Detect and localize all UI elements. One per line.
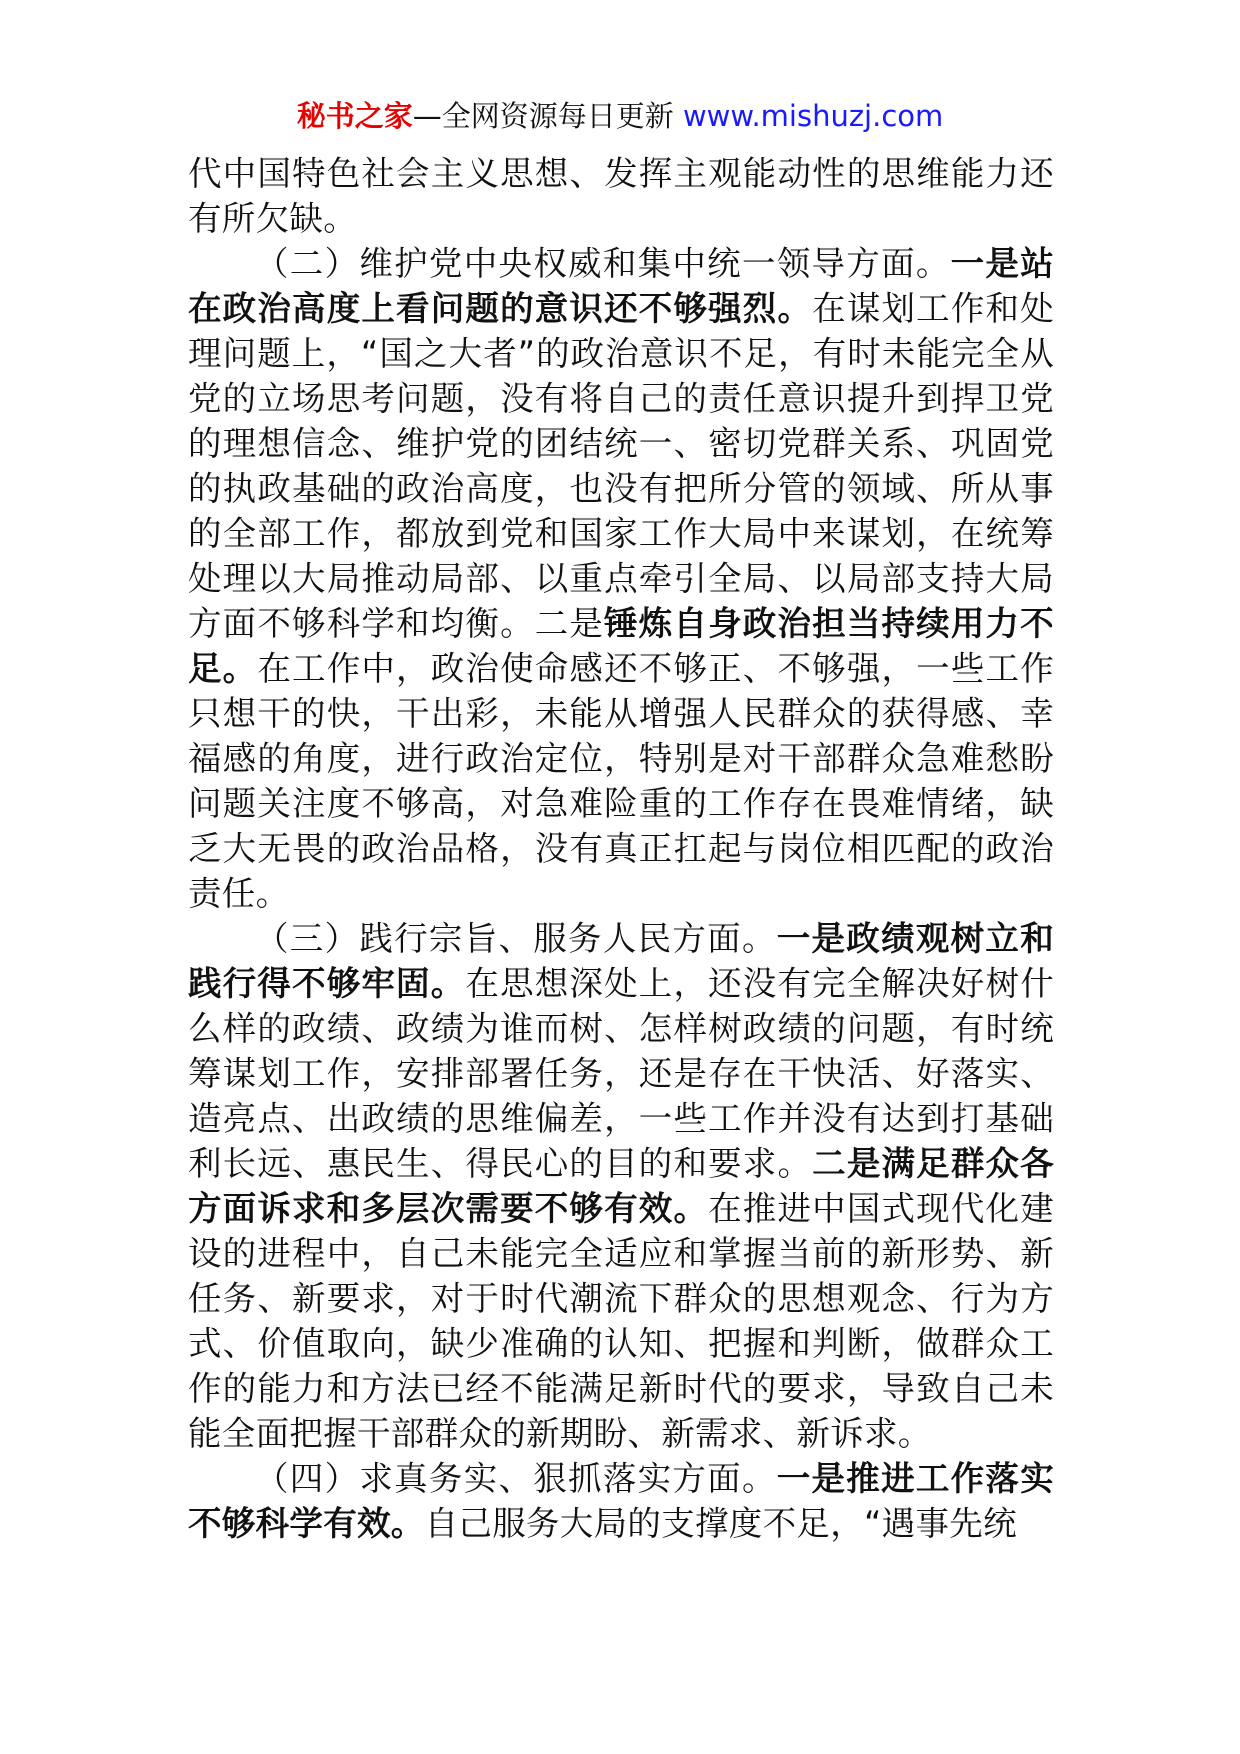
section-heading: （二）维护党中央权威和集中统一领导方面。	[255, 244, 951, 283]
document-body	[188, 151, 1054, 1546]
section-heading: （四）求真务实、狠抓落实方面。	[255, 1459, 777, 1498]
text-run: 代中国特色社会主义思想、发挥主观能动性的思维能力还有所欠缺。	[188, 154, 1054, 238]
paragraph-section-3	[188, 916, 1054, 1456]
brand-name: 秘书之家	[296, 99, 413, 133]
bold-point: 一是推进工作落实不够科学有效。	[188, 1459, 1055, 1543]
header-tagline: —全网资源每日更新	[412, 99, 674, 133]
text-run: 在推进中国式现代化建设的进程中，自己未能完全适应和掌握当前的新形势、新任务、新要求，对于时代潮流下群众的思想观念、行为方式、价值取向，缺少准确的认知、把握和判断，做群众工作的能力和方法已经不能满足新时代的要求，导致自己未能全面把握干部群众的新期盼、新需求、新诉求。	[188, 1189, 1054, 1453]
text-run: 自己服务大局的支撑度不足，“遇事先统	[424, 1504, 1017, 1543]
bold-point: 一是政绩观树立和践行得不够牢固。	[188, 919, 1055, 1003]
text-run: 在思想深处上，还没有完全解决好树什么样的政绩、政绩为谁而树、怎样树政绩的问题，有时统筹谋划工作，安排部署任务，还是存在干快活、好落实、造亮点、出政绩的思维偏差，一些工作并没有达到打基础利长远、惠民生、得民心的目的和要求。	[188, 964, 1054, 1183]
section-heading: （三）践行宗旨、服务人民方面。	[255, 919, 777, 958]
bold-point: 锤炼自身政治担当持续用力不足。	[188, 604, 1054, 688]
text-run: 在谋划工作和处理问题上，“国之大者”的政治意识不足，有时未能完全从党的立场思考问题，没有将自己的责任意识提升到捍卫党的理想信念、维护党的团结统一、密切党群关系、巩固党的执政基础的政治高度，也没有把所分管的领域、所从事的全部工作，都放到党和国家工作大局中来谋划，在统筹处理以大局推动局部、以重点牵引全局、以局部支持大局方面不够科学和均衡。二是	[188, 289, 1054, 643]
paragraph	[188, 151, 1054, 241]
paragraph-section-4	[188, 1456, 1054, 1546]
text-run: 在工作中，政治使命感还不够正、不够强，一些工作只想干的快，干出彩，未能从增强人民群众的获得感、幸福感的角度，进行政治定位，特别是对干部群众急难愁盼问题关注度不够高，对急难险重的工作存在畏难情绪，缺乏大无畏的政治品格，没有真正扛起与岗位相匹配的政治责任。	[188, 649, 1054, 913]
page-header	[0, 96, 1240, 136]
bold-point: 二是满足群众各方面诉求和多层次需要不够有效。	[188, 1144, 1054, 1228]
header-url-link[interactable]: www.mishuzj.com	[673, 99, 944, 133]
bold-point: 一是站在政治高度上看问题的意识还不够强烈。	[188, 244, 1055, 328]
paragraph-section-2	[188, 241, 1054, 916]
